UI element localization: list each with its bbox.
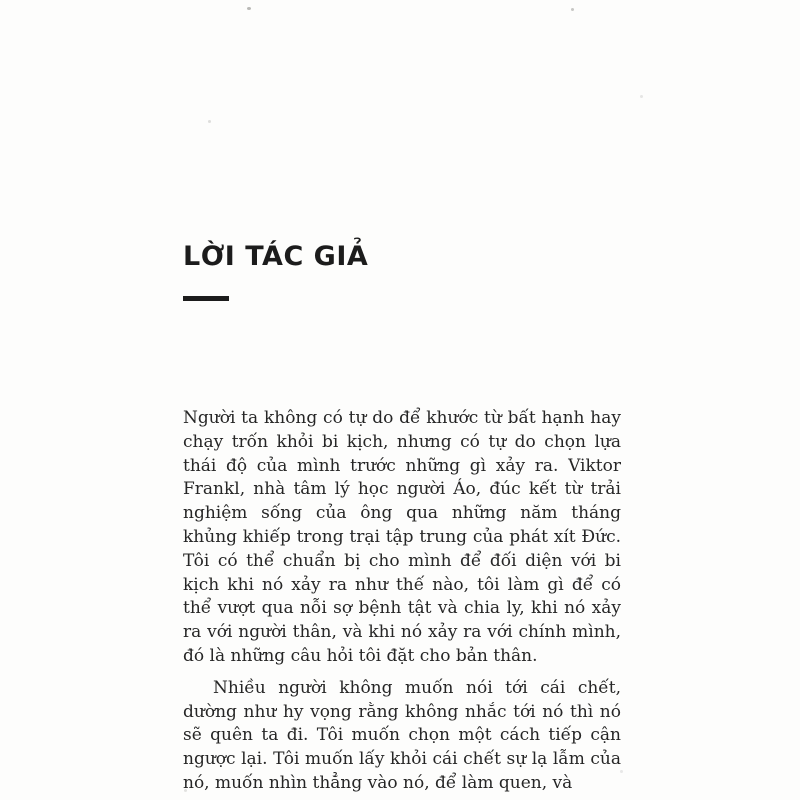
paragraph: Nhiều người không muốn nói tới cái chết, dường như hy vọng rằng không nhắc tới nó thì nó sẽ quên ta đi. Tôi muốn chọn một cách tiếp cận ngược lại. Tôi muốn lấy khỏi cái chết sự lạ lẫm của nó, muốn nhìn thẳng vào nó, để làm quen, và [183,677,621,793]
body-text [183,407,621,796]
text-block [183,0,621,796]
title-rule [183,296,229,301]
paragraph: Người ta không có tự do để khước từ bất hạnh hay chạy trốn khỏi bi kịch, nhưng có tự do chọn lựa thái độ của mình trước những gì xảy ra. Viktor Frankl, nhà tâm lý học người Áo, đúc kết từ trải nghiệm sống của ông qua những năm tháng khủng khiếp trong trại tập trung của phát xít Đức. Tôi có thể chuẩn bị cho mình để đối diện với bi kịch khi nó xảy ra như thế nào, tôi làm gì để có thể vượt qua nỗi sợ bệnh tật và chia ly, khi nó xảy ra với người thân, và khi nó xảy ra với chính mình, đó là những câu hỏi tôi đặt cho bản thân. [183,408,621,666]
chapter-title: LỜI TÁC GIẢ [183,241,369,272]
scan-speck [640,95,643,98]
